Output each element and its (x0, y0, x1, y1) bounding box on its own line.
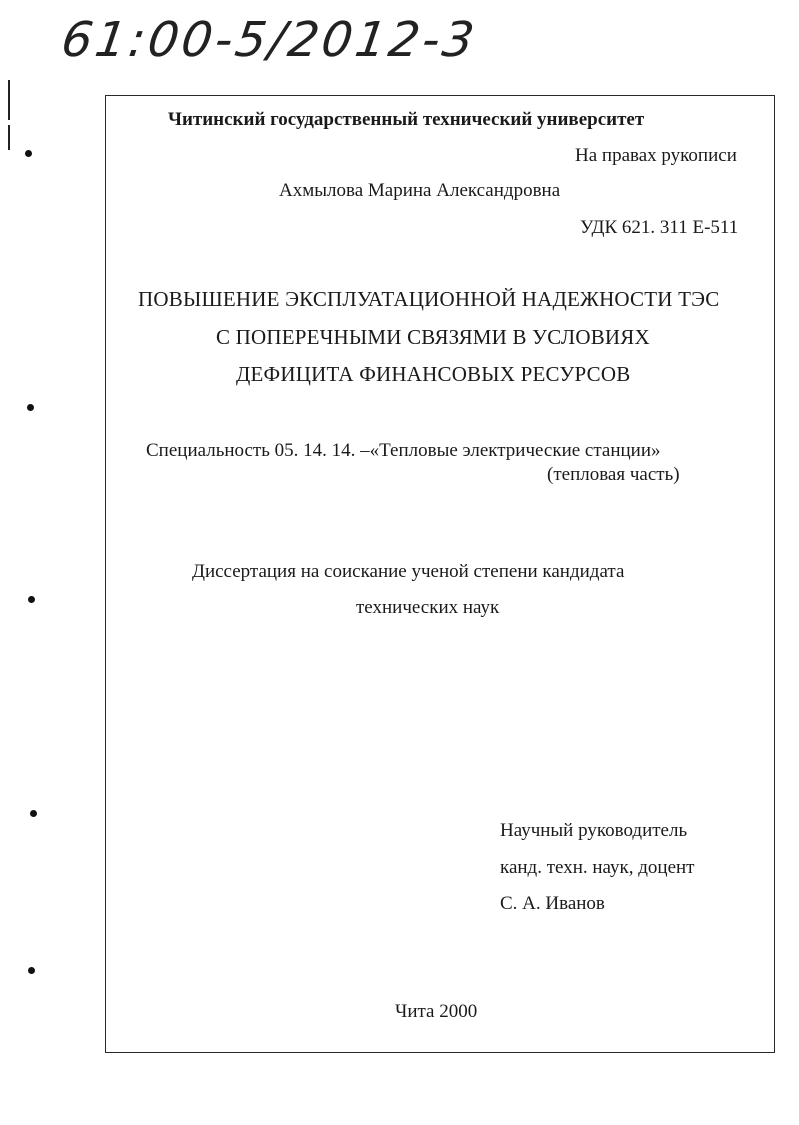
dissertation-line: Диссертация на соискание ученой степени кандидата (192, 561, 625, 582)
scan-mark-line (8, 80, 10, 120)
manuscript-rights: На правах рукописи (575, 145, 737, 166)
thesis-title-line: ПОВЫШЕНИЕ ЭКСПЛУАТАЦИОННОЙ НАДЕЖНОСТИ ТЭС (138, 287, 720, 311)
city-year: Чита 2000 (395, 1001, 478, 1022)
dissertation-degree: технических наук (356, 597, 500, 618)
author-name: Ахмылова Марина Александровна (279, 180, 561, 201)
supervisor-role: Научный руководитель (500, 820, 688, 841)
udc-code: УДК 621. 311 Е-511 (580, 217, 739, 238)
thesis-title-line: С ПОПЕРЕЧНЫМИ СВЯЗЯМИ В УСЛОВИЯХ (216, 325, 650, 349)
punch-hole-dot (25, 150, 32, 157)
punch-hole-dot (30, 810, 37, 817)
handwritten-archive-code: 61:00-5/2012-3 (58, 12, 481, 68)
scan-mark-line (8, 125, 10, 150)
university-name: Читинский государственный технический университет (168, 109, 645, 130)
supervisor-name: С. А. Иванов (500, 893, 605, 914)
punch-hole-dot (27, 404, 34, 411)
specialty-subline: (тепловая часть) (547, 464, 680, 485)
punch-hole-dot (28, 596, 35, 603)
title-page-frame (105, 95, 775, 1053)
specialty-line: Специальность 05. 14. 14. –«Тепловые электрические станции» (146, 440, 661, 461)
supervisor-degree: канд. техн. наук, доцент (500, 857, 695, 878)
thesis-title-line: ДЕФИЦИТА ФИНАНСОВЫХ РЕСУРСОВ (236, 362, 631, 386)
punch-hole-dot (28, 967, 35, 974)
